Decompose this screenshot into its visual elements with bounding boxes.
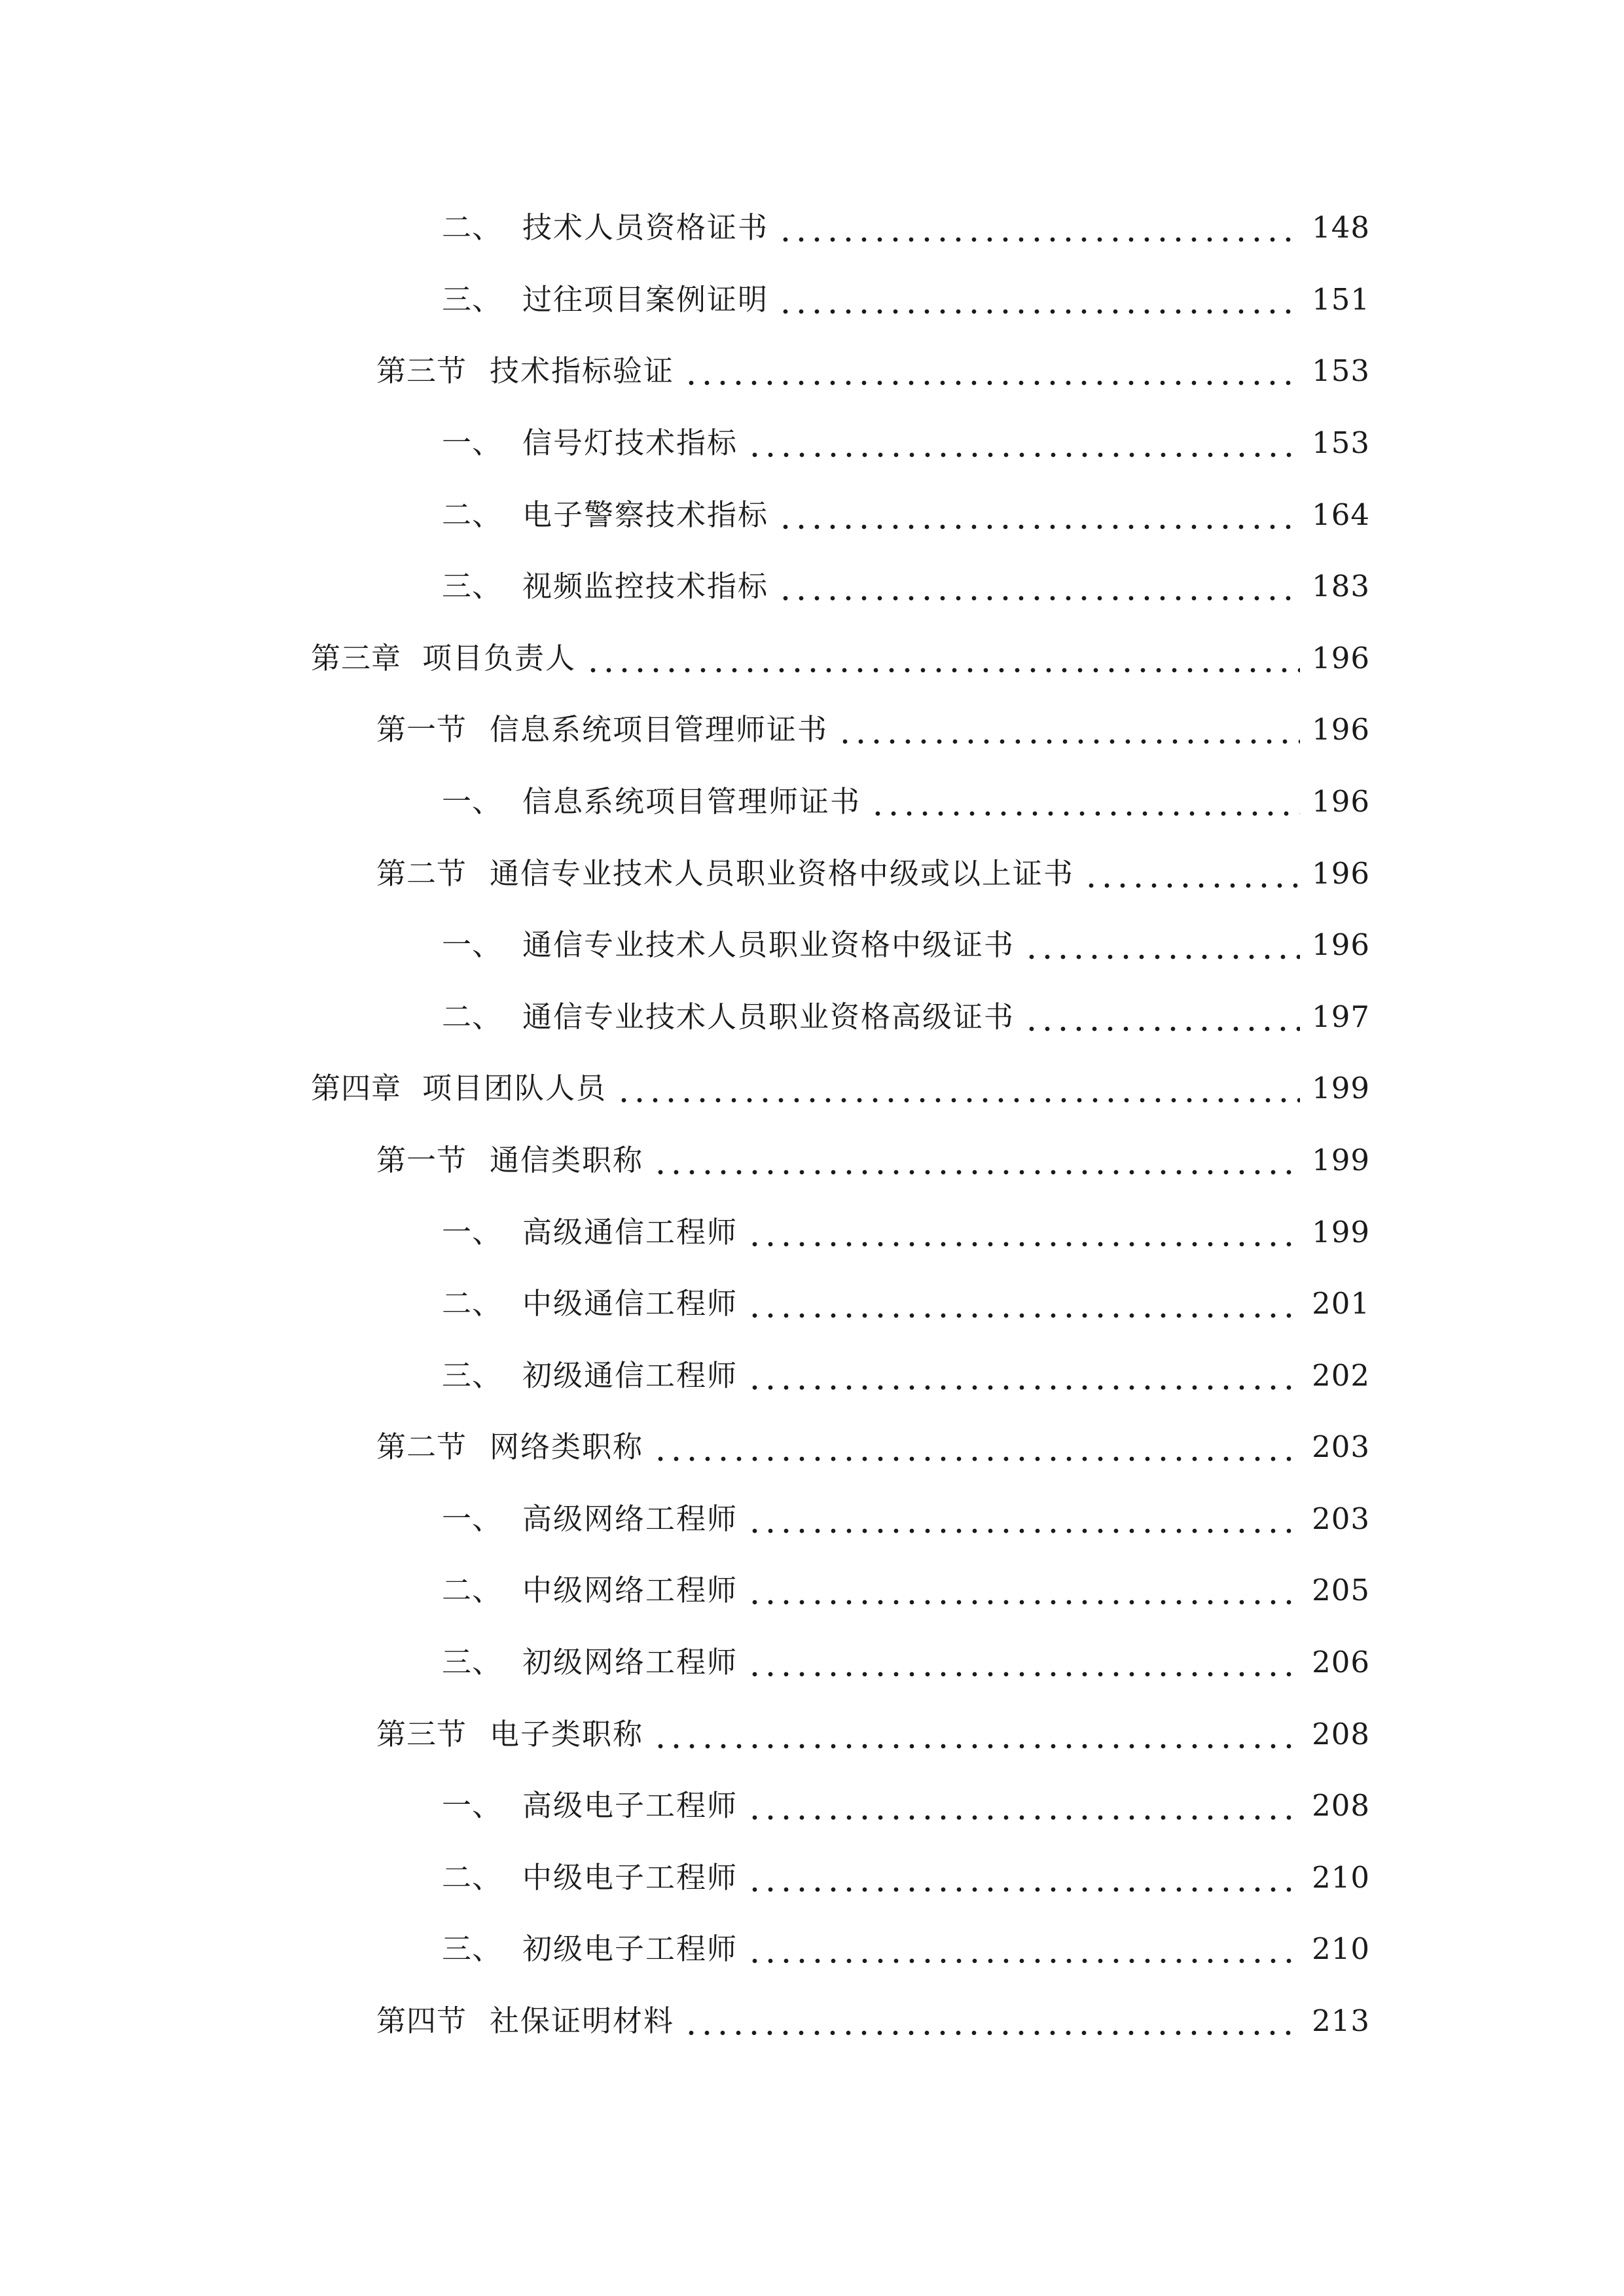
toc-entry-page: 202 — [1312, 1358, 1370, 1393]
toc-entry-page: 199 — [1312, 1215, 1370, 1249]
toc-entry-skilled-personnel-certificates[interactable] — [442, 202, 1370, 254]
toc-entry-title: 项目团队人员 — [422, 1071, 607, 1105]
toc-entry-title: 社保证明材料 — [490, 2003, 675, 2038]
toc-entry-title: 通信专业技术人员职业资格中级证书 — [522, 927, 1015, 962]
toc-entry-page: 151 — [1312, 282, 1370, 317]
toc-entry-page: 208 — [1312, 1788, 1370, 1823]
toc-entry-is-pm-certificate-section[interactable] — [376, 704, 1370, 756]
toc-entry-intermediate-electronics-engineer[interactable] — [442, 1852, 1370, 1904]
toc-entry-number: 三、 — [442, 569, 503, 603]
toc-entry-number: 三、 — [442, 1645, 503, 1679]
toc-entry-page: 210 — [1312, 1931, 1370, 1966]
toc-entry-social-security-proof[interactable] — [376, 1995, 1370, 2047]
toc-entry-page: 205 — [1312, 1573, 1370, 1607]
toc-entry-title: 初级网络工程师 — [522, 1645, 738, 1679]
toc-entry-page: 203 — [1312, 1429, 1370, 1464]
toc-entry-title: 信息系统项目管理师证书 — [490, 712, 829, 747]
toc-entry-title: 初级电子工程师 — [522, 1931, 738, 1966]
toc-entry-number: 二、 — [442, 1573, 503, 1607]
toc-entry-page: 199 — [1312, 1143, 1370, 1177]
toc-entry-number: 第二节 — [376, 856, 467, 891]
toc-entry-page: 197 — [1312, 999, 1370, 1034]
toc-entry-title: 视频监控技术指标 — [522, 569, 769, 603]
toc-entry-number: 第四章 — [311, 1071, 402, 1105]
toc-entry-telecom-senior-certificate[interactable] — [442, 991, 1370, 1043]
toc-entry-page: 196 — [1312, 784, 1370, 819]
toc-entry-network-titles[interactable] — [376, 1421, 1370, 1473]
toc-entry-number: 第三节 — [376, 353, 467, 388]
dot-leader — [778, 274, 1300, 326]
toc-entry-page: 196 — [1312, 712, 1370, 747]
toc-entry-page: 201 — [1312, 1286, 1370, 1321]
toc-entry-video-surveillance-indicators[interactable] — [442, 560, 1370, 613]
toc-entry-title: 电子警察技术指标 — [522, 497, 769, 532]
toc-entry-page: 153 — [1312, 425, 1370, 460]
toc-entry-page: 183 — [1312, 569, 1370, 603]
toc-entry-page: 148 — [1312, 210, 1370, 245]
toc-entry-senior-electronics-engineer[interactable] — [442, 1780, 1370, 1832]
dot-leader — [747, 1564, 1300, 1617]
toc-entry-intermediate-network-engineer[interactable] — [442, 1564, 1370, 1617]
toc-entry-number: 第三节 — [376, 1717, 467, 1751]
toc-entry-number: 三、 — [442, 1358, 503, 1393]
toc-entry-title: 过往项目案例证明 — [522, 282, 769, 317]
dot-leader — [616, 1062, 1300, 1115]
toc-entry-number: 一、 — [442, 1501, 503, 1536]
toc-entry-senior-network-engineer[interactable] — [442, 1493, 1370, 1545]
toc-entry-electronics-titles[interactable] — [376, 1708, 1370, 1761]
toc-entry-title: 通信专业技术人员职业资格高级证书 — [522, 999, 1015, 1034]
toc-entry-number: 一、 — [442, 927, 503, 962]
toc-entry-title: 网络类职称 — [490, 1429, 644, 1464]
dot-leader — [747, 1350, 1300, 1402]
toc-entry-page: 208 — [1312, 1717, 1370, 1751]
toc-entry-number: 第一节 — [376, 712, 467, 747]
dot-leader — [747, 417, 1300, 469]
dot-leader — [778, 489, 1300, 541]
toc-entry-is-pm-certificate[interactable] — [442, 776, 1370, 828]
toc-entry-title: 高级通信工程师 — [522, 1215, 738, 1249]
toc-entry-number: 二、 — [442, 210, 503, 245]
dot-leader — [653, 1421, 1300, 1473]
toc-entry-junior-telecom-engineer[interactable] — [442, 1350, 1370, 1402]
dot-leader — [1083, 848, 1300, 900]
toc-entry-number: 一、 — [442, 784, 503, 819]
dot-leader — [653, 1708, 1300, 1761]
toc-entry-title: 电子类职称 — [490, 1717, 644, 1751]
toc-entry-page: 199 — [1312, 1071, 1370, 1105]
toc-entry-senior-telecom-engineer[interactable] — [442, 1206, 1370, 1259]
dot-leader — [747, 1923, 1300, 1975]
dot-leader — [747, 1852, 1300, 1904]
dot-leader — [653, 1134, 1300, 1187]
toc-entry-number: 二、 — [442, 999, 503, 1034]
toc-entry-title: 中级网络工程师 — [522, 1573, 738, 1607]
dot-leader — [747, 1278, 1300, 1330]
toc-entry-title: 项目负责人 — [422, 641, 577, 675]
toc-entry-number: 二、 — [442, 1860, 503, 1895]
toc-entry-page: 203 — [1312, 1501, 1370, 1536]
dot-leader — [1024, 991, 1300, 1043]
toc-entry-number: 一、 — [442, 1788, 503, 1823]
toc-entry-title: 信号灯技术指标 — [522, 425, 738, 460]
toc-entry-signal-light-indicators[interactable] — [442, 417, 1370, 469]
toc-entry-junior-electronics-engineer[interactable] — [442, 1923, 1370, 1975]
toc-entry-title: 通信专业技术人员职业资格中级或以上证书 — [490, 856, 1075, 891]
toc-entry-title: 信息系统项目管理师证书 — [522, 784, 861, 819]
dot-leader — [778, 202, 1300, 254]
toc-entry-intermediate-telecom-engineer[interactable] — [442, 1278, 1370, 1330]
toc-entry-project-team[interactable] — [311, 1062, 1370, 1115]
toc-entry-page: 206 — [1312, 1645, 1370, 1679]
toc-entry-page: 196 — [1312, 927, 1370, 962]
dot-leader — [747, 1493, 1300, 1545]
toc-entry-title: 初级通信工程师 — [522, 1358, 738, 1393]
toc-entry-number: 第一节 — [376, 1143, 467, 1177]
toc-entry-telecom-titles[interactable] — [376, 1134, 1370, 1187]
toc-entry-title: 高级电子工程师 — [522, 1788, 738, 1823]
toc-entry-junior-network-engineer[interactable] — [442, 1636, 1370, 1689]
toc-entry-title: 技术人员资格证书 — [522, 210, 769, 245]
dot-leader — [778, 560, 1300, 613]
toc-entry-number: 三、 — [442, 282, 503, 317]
dot-leader — [747, 1780, 1300, 1832]
toc-entry-past-project-cases[interactable] — [442, 274, 1370, 326]
toc-entry-project-leader[interactable] — [311, 632, 1370, 685]
dot-leader — [1024, 919, 1300, 971]
toc-entry-title: 中级通信工程师 — [522, 1286, 738, 1321]
toc-entry-number: 一、 — [442, 1215, 503, 1249]
toc-entry-page: 196 — [1312, 856, 1370, 891]
toc-entry-title: 通信类职称 — [490, 1143, 644, 1177]
dot-leader — [683, 345, 1300, 397]
toc-entry-page: 196 — [1312, 641, 1370, 675]
dot-leader — [585, 632, 1300, 685]
toc-entry-number: 二、 — [442, 497, 503, 532]
dot-leader — [747, 1636, 1300, 1689]
toc-entry-page: 210 — [1312, 1860, 1370, 1895]
toc-entry-telecom-intermediate-certificate[interactable] — [442, 919, 1370, 971]
toc-entry-page: 164 — [1312, 497, 1370, 532]
toc-entry-page: 153 — [1312, 353, 1370, 388]
toc-entry-number: 三、 — [442, 1931, 503, 1966]
dot-leader — [747, 1206, 1300, 1259]
toc-entry-page: 213 — [1312, 2003, 1370, 2038]
toc-entry-title: 技术指标验证 — [490, 353, 675, 388]
toc-entry-number: 一、 — [442, 425, 503, 460]
toc-entry-telecom-qualification-section[interactable] — [376, 848, 1370, 900]
toc-entry-technical-indicator-verification[interactable] — [376, 345, 1370, 397]
dot-leader — [870, 776, 1300, 828]
toc-entry-number: 第四节 — [376, 2003, 467, 2038]
toc-entry-title: 中级电子工程师 — [522, 1860, 738, 1895]
dot-leader — [837, 704, 1300, 756]
toc-entry-number: 第二节 — [376, 1429, 467, 1464]
dot-leader — [683, 1995, 1300, 2047]
toc-entry-title: 高级网络工程师 — [522, 1501, 738, 1536]
toc-entry-number: 二、 — [442, 1286, 503, 1321]
toc-entry-number: 第三章 — [311, 641, 402, 675]
toc-entry-electronic-police-indicators[interactable] — [442, 489, 1370, 541]
